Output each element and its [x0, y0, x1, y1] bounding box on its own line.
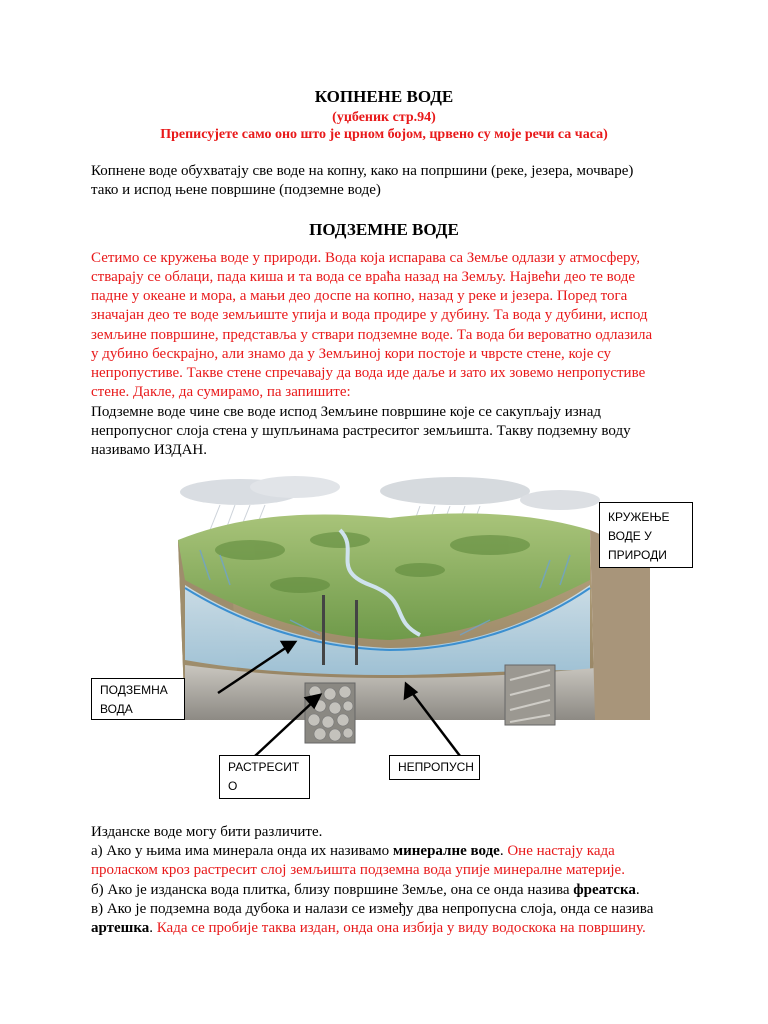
cloud-icon [180, 476, 600, 510]
types-c-line-2 [91, 919, 691, 938]
label-groundwater-line-2: ВОДА [100, 702, 133, 716]
types-b-dot: . [635, 882, 640, 898]
label-water-cycle-line-3: ПРИРОДИ [608, 548, 667, 562]
label-loose-soil-line-1: РАСТРЕСИТ [228, 760, 300, 774]
page-title: КОПНЕНЕ ВОДЕ [314, 87, 454, 106]
types-intro: Изданске воде могу бити различите. [91, 824, 323, 840]
types-b [91, 881, 691, 900]
types-b-prefix: б) Ако је изданска вода плитка, близу површине Земље, она се онда назива [91, 882, 574, 898]
types-b-bold: фреатска [573, 882, 636, 898]
instruction-note: Преписујете само оно што је црном бојом, црвено су моје речи са часа) [160, 127, 608, 142]
types-c-bold: артешка [91, 920, 150, 936]
types-a-red-line-2: проласком кроз растресит слој земљишта подземна вода упије минералне материје. [91, 862, 625, 878]
red-line-7: непропустиве. Такве стене спречавају да вода иде даље и зато их зовемо непропустиве [91, 365, 646, 381]
red-line-4: значајан део те воде земљиште упија и вода продире у дубину. Та вода у дубини, испод [91, 307, 648, 323]
types-c-line-1: в) Ако је подземна вода дубока и налази се између два непропусна слоја, онда се назива [91, 901, 654, 917]
intro-line-2: тако и испод њене површине (подземне воде) [91, 182, 381, 198]
black-line-3: називамо ИЗДАН. [91, 442, 208, 458]
intro-line-1: Копнене воде обухватају све воде на копну, како на попршини (реке, језера, мочваре) [91, 163, 634, 179]
red-line-5: земљине површине, представља у ствари подземне воде. Та вода би вероватно одлазила [91, 327, 653, 343]
types-a-red: Оне настају када [507, 843, 615, 859]
types-a-dot: . [499, 843, 508, 859]
textbook-reference: (уџбеник стр.94) [332, 110, 436, 125]
label-groundwater-line-1: ПОДЗЕМНА [100, 683, 168, 697]
types-c-dot: . [149, 920, 157, 936]
red-line-2: стварају се облаци, пада киша и та вода се враћа назад на Земљу. Највећи део те воде [91, 269, 636, 285]
black-line-1: Подземне воде чине све воде испод Земљине површине које се сакупљају изнад [91, 404, 601, 420]
label-water-cycle-line-2: ВОДЕ У [608, 529, 652, 543]
red-line-6: у дубино бескрајно, али знамо да у Земљиној кори постоје и чврсте стене, које су [91, 346, 612, 362]
types-a [91, 842, 691, 861]
section-title: ПОДЗЕМНЕ ВОДЕ [309, 220, 459, 239]
label-impermeable: НЕПРОПУСН [389, 755, 480, 780]
label-water-cycle-line-1: КРУЖЕЊЕ [608, 510, 670, 524]
red-line-8: стене. Дакле, да сумирамо, па запишите: [91, 384, 351, 400]
label-loose-soil-line-2: О [228, 779, 238, 793]
types-a-prefix: а) Ако у њима има минерала онда их називамо [91, 843, 393, 859]
label-loose-soil [219, 755, 310, 799]
black-line-2: непропусног слоја стена у шупљинама растреситог земљишта. Такву подземну воду [91, 423, 631, 439]
red-line-1: Сетимо се кружења воде у природи. Вода која испарава са Земље одлази у атмосферу, [91, 250, 641, 266]
types-a-bold: минералне воде [392, 843, 500, 859]
red-line-3: падне у океане и мора, а мањи део доспе на копно, назад у реке и језера. Поред тога [91, 288, 628, 304]
label-water-cycle [599, 502, 693, 568]
label-groundwater [91, 678, 185, 720]
types-c-red: Када се пробије таква издан, онда она избија у виду водоскока на површину. [156, 920, 646, 936]
